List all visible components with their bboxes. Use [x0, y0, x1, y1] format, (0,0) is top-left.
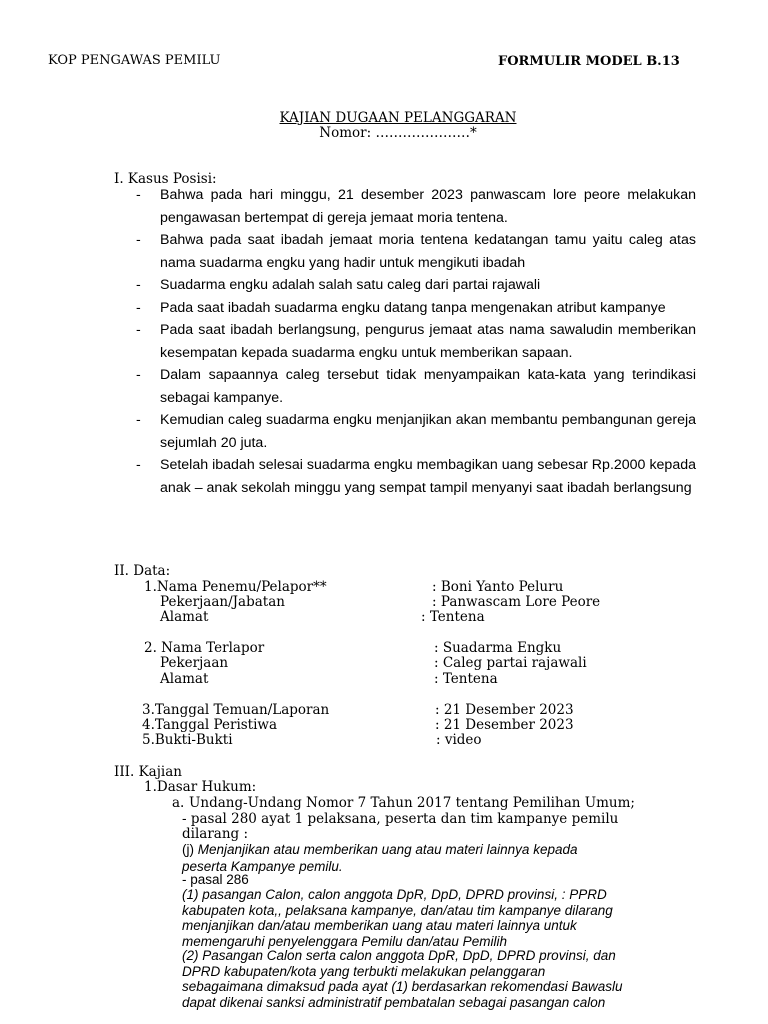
list-item: - Pada saat ibadah berlangsung, pengurus jemaat atas nama sawaludin memberikan kesempatan kepada suadarma engku untuk memberikan sapaan.: [136, 322, 696, 361]
clause-j: [182, 841, 577, 875]
paragraph-1: [182, 887, 613, 949]
list-item: - Dalam sapaannya caleg tersebut tidak menyampaikan kata-kata yang terindikasi sebagai kampanye.: [136, 367, 696, 406]
data-value: : Boni Yanto Peluru: [432, 579, 564, 595]
article-286: - pasal 286: [182, 872, 249, 887]
data-label: 3.Tanggal Temuan/Laporan: [142, 702, 330, 718]
data-label: 2. Nama Terlapor: [144, 640, 265, 656]
paragraph-line: (2) Pasangan Calon serta calon anggota DpR, DpD, DPRD provinsi, dan: [182, 948, 616, 963]
law-reference: Undang-Undang Nomor 7 Tahun 2017 tentang Pemilihan Umum;: [189, 795, 635, 811]
data-value: : video: [436, 732, 482, 748]
legal-basis-heading: 1.Dasar Hukum:: [144, 779, 257, 795]
paragraph-line: (1) pasangan Calon, calon anggota DpR, DpD, DPRD provinsi, : PPRD: [182, 887, 607, 902]
section-1-heading: I. Kasus Posisi:: [114, 171, 217, 187]
data-label: Pekerjaan/Jabatan: [160, 594, 285, 610]
paragraph-line: dapat dikenai sanksi administratif pembatalan sebagai pasangan calon: [182, 994, 606, 1010]
paragraph-line: kabupaten kota,, pelaksana kampanye, dan/atau tim kampanye dilarang: [182, 902, 613, 918]
paragraph-line: memengaruhi penyelenggara Pemilu dan/atau Pemilih: [182, 933, 507, 949]
data-label: 5.Bukti-Bukti: [142, 732, 233, 748]
paragraph-line: sebagaimana dimaksud pada ayat (1) berdasarkan rekomendasi Bawaslu: [182, 979, 623, 994]
data-value: : 21 Desember 2023: [435, 702, 574, 718]
data-label: Pekerjaan: [160, 655, 229, 671]
list-item: - Bahwa pada hari minggu, 21 desember 2023 panwascam lore peore melakukan pengawasan bertempat di gereja jemaat moria tentena.: [136, 187, 696, 226]
list-item: - Pada saat ibadah suadarma engku datang tanpa mengenakan atribut kampanye: [136, 299, 666, 316]
list-item: - Bahwa pada saat ibadah jemaat moria tentena kedatangan tamu yaitu caleg atas nama suadarma engku yang hadir untuk mengikuti ibadah: [136, 232, 696, 271]
data-value: : Caleg partai rajawali: [434, 655, 587, 671]
clause-j-prefix: (j): [182, 842, 198, 857]
list-item: - Setelah ibadah selesai suadarma engku membagikan uang sebesar Rp.2000 kepada anak – anak sekolah minggu yang sempat tampil menyanyi saat ibadah berlangsung: [136, 457, 696, 496]
document-number: Nomor: …………………*: [319, 125, 477, 141]
section-2-heading: II. Data:: [114, 563, 171, 579]
paragraph-line: menjanjikan dan/atau memberikan uang atau materi lainnya untuk: [182, 918, 577, 933]
form-model-label: FORMULIR MODEL B.13: [498, 54, 680, 69]
prohibited-label: dilarang :: [182, 826, 249, 842]
section-3-heading: III. Kajian: [114, 764, 182, 780]
data-label: 1.Nama Penemu/Pelapor**: [144, 579, 327, 595]
clause-j-line: peserta Kampanye pemilu.: [182, 859, 343, 874]
paragraph-2: [182, 948, 623, 1010]
data-value: : Panwascam Lore Peore: [432, 594, 601, 610]
data-label: 4.Tanggal Peristiwa: [142, 717, 278, 733]
list-item: - Kemudian caleg suadarma engku menjanjikan akan membantu pembangunan gereja sejumlah 20 juta.: [136, 412, 696, 451]
document-title: KAJIAN DUGAAN PELANGGARAN: [279, 110, 517, 126]
letterhead-placeholder: KOP PENGAWAS PEMILU: [48, 53, 221, 68]
clause-j-line: Menjanjikan atau memberikan uang atau materi lainnya kepada: [197, 842, 578, 857]
data-label: Alamat: [160, 671, 209, 687]
data-value: : Suadarma Engku: [434, 640, 562, 656]
data-value: : 21 Desember 2023: [435, 717, 574, 733]
paragraph-line: DPRD kabupaten/kota yang terbukti melakukan pelanggaran: [182, 963, 546, 979]
data-value: : Tentena: [421, 609, 485, 625]
data-label: Alamat: [160, 609, 209, 625]
data-value: : Tentena: [434, 671, 498, 687]
article-280: - pasal 280 ayat 1 pelaksana, peserta dan tim kampanye pemilu: [182, 811, 619, 827]
list-item: - Suadarma engku adalah salah satu caleg dari partai rajawali: [136, 277, 541, 293]
case-position-list: [136, 184, 696, 499]
item-letter: a.: [172, 795, 185, 811]
